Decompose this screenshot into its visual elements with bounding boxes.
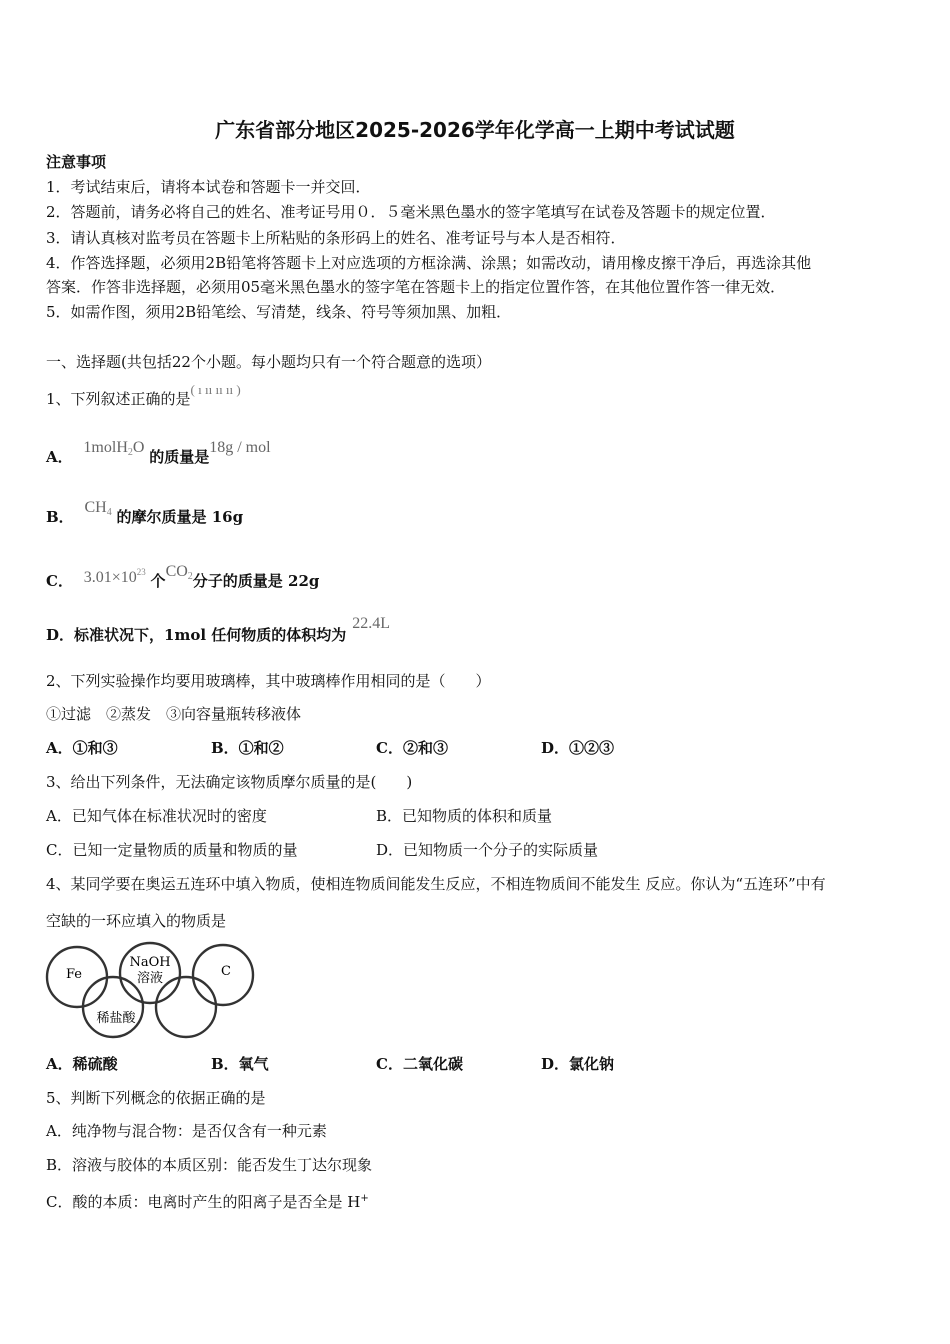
q1-c-text1: 个 [150, 572, 166, 590]
q5-stem: 5、判断下列概念的依据正确的是 [46, 1089, 266, 1107]
q4-option-d: D．氯化钠 [541, 1055, 615, 1073]
q1-stem-text: 1、下列叙述正确的是 [46, 390, 191, 408]
q1-option-d [46, 615, 391, 646]
q2-option-d: D．①②③ [541, 739, 615, 757]
q1-stem [46, 382, 241, 410]
q2-option-b: B．①和② [211, 739, 284, 757]
q4-stem-line1: 4、某同学要在奥运五连环中填入物质，使相连物质间能发生反应，不相连物质间不能发生 反应。你认为“五连环”中有 [46, 875, 826, 893]
ring-fe-label: Fe [65, 967, 83, 982]
olympic-rings-diagram [40, 940, 262, 1042]
q2-items: ①过滤 ②蒸发 ③向容量瓶转移液体 [46, 705, 302, 723]
q1-option-a [46, 439, 271, 473]
q3-option-c: C．已知一定量物质的质量和物质的量 [46, 841, 298, 859]
q3-option-a: A．已知气体在标准状况时的密度 [46, 807, 267, 825]
q5-option-c-text: C．酸的本质：电离时产生的阳离子是否全是 H [46, 1193, 361, 1211]
ring-naoh-label-2: 溶液 [136, 971, 164, 986]
q1-paren: ( ı ıı ıı ıı ) [190, 382, 241, 397]
notice-item-1: 1．考试结束后，请将本试卷和答题卡一并交回． [46, 178, 371, 196]
q1-b-text: 的摩尔质量是 16g [116, 508, 244, 526]
notice-heading: 注意事项 [46, 153, 107, 171]
q4-option-b: B．氧气 [211, 1055, 269, 1073]
q5-option-c-sup: + [360, 1193, 369, 1204]
q1-c-formula-sub: 2 [187, 571, 193, 582]
q1-a-formula [83, 439, 144, 456]
q1-a-formula-main: 1molH [83, 439, 128, 456]
q2-option-c: C．②和③ [376, 739, 448, 757]
notice-item-4: 4．作答选择题，必须用2B铅笔将答题卡上对应选项的方框涂满、涂黑；如需改动，请用橡皮擦干净后，再选涂其他 [46, 254, 812, 272]
q1-option-b [46, 499, 244, 533]
q3-option-b: B．已知物质的体积和质量 [376, 807, 553, 825]
q4-option-c: C．二氧化碳 [376, 1055, 463, 1073]
q5-option-c [46, 1189, 369, 1212]
q4-option-a: A．稀硫酸 [46, 1055, 118, 1073]
q1-b-formula-main: CH [84, 499, 107, 516]
notice-item-2: 2．答题前，请务必将自己的姓名、准考证号用０．５毫米黑色墨水的签字笔填写在试卷及答题卡的规定位置． [46, 203, 776, 221]
q1-a-label: A． [46, 448, 73, 466]
q1-a-value: 18g / mol [209, 439, 271, 456]
q5-option-a: A．纯净物与混合物：是否仅含有一种元素 [46, 1122, 327, 1140]
q1-c-text2: 分子的质量是 22g [192, 572, 320, 590]
notice-item-3: 3．请认真核对监考员在答题卡上所粘贴的条形码上的姓名、准考证号与本人是否相符． [46, 229, 626, 247]
q1-a-formula-sub: 2 [127, 447, 133, 458]
q1-c-formula-main: CO [165, 563, 188, 580]
q1-d-label: D． [46, 626, 75, 644]
q5-option-b: B．溶液与胶体的本质区别：能否发生丁达尔现象 [46, 1156, 373, 1174]
q1-option-c [46, 563, 320, 597]
q1-d-value: 22.4L [352, 615, 391, 632]
ring-c-label: C [221, 964, 231, 979]
q1-c-number-sup: 23 [136, 567, 146, 577]
q1-d-text: 标准状况下，1mol 任何物质的体积均为 [74, 626, 347, 644]
q2-stem: 2、下列实验操作均要用玻璃棒，其中玻璃棒作用相同的是（ ） [46, 672, 491, 690]
section-heading: 一、选择题(共包括22个小题。每小题均只有一个符合题意的选项） [46, 353, 491, 371]
q1-c-number-main: 3.01×10 [83, 569, 137, 586]
ring-hcl-label: 稀盐酸 [96, 1011, 136, 1026]
ring-hcl [83, 977, 143, 1037]
q2-option-a: A．①和③ [46, 739, 118, 757]
q1-a-text: 的质量是 [149, 448, 210, 466]
q3-option-d: D．已知物质一个分子的实际质量 [376, 841, 599, 859]
notice-item-4-cont: 答案．作答非选择题，必须用05毫米黑色墨水的签字笔在答题卡上的指定位置作答，在其他位置作答一律无效． [46, 278, 786, 296]
q1-b-formula [84, 499, 111, 516]
notice-item-5: 5．如需作图，须用2B铅笔绘、写清楚，线条、符号等须加黑、加粗． [46, 303, 512, 321]
q1-c-number [84, 569, 146, 586]
q1-c-formula [166, 563, 193, 580]
ring-naoh-label: NaOH [129, 955, 171, 970]
q1-c-label: C． [46, 572, 73, 590]
ring-empty [156, 977, 216, 1037]
page-title: 广东省部分地区2025-2026学年化学高一上期中考试试题 [215, 118, 735, 142]
q3-stem: 3、给出下列条件，无法确定该物质摩尔质量的是( ) [46, 773, 413, 791]
q1-b-formula-sub: 4 [106, 507, 112, 518]
q4-stem-line2: 空缺的一环应填入的物质是 [46, 912, 227, 930]
q1-a-formula-tail: O [132, 439, 145, 456]
q1-b-label: B． [46, 508, 74, 526]
